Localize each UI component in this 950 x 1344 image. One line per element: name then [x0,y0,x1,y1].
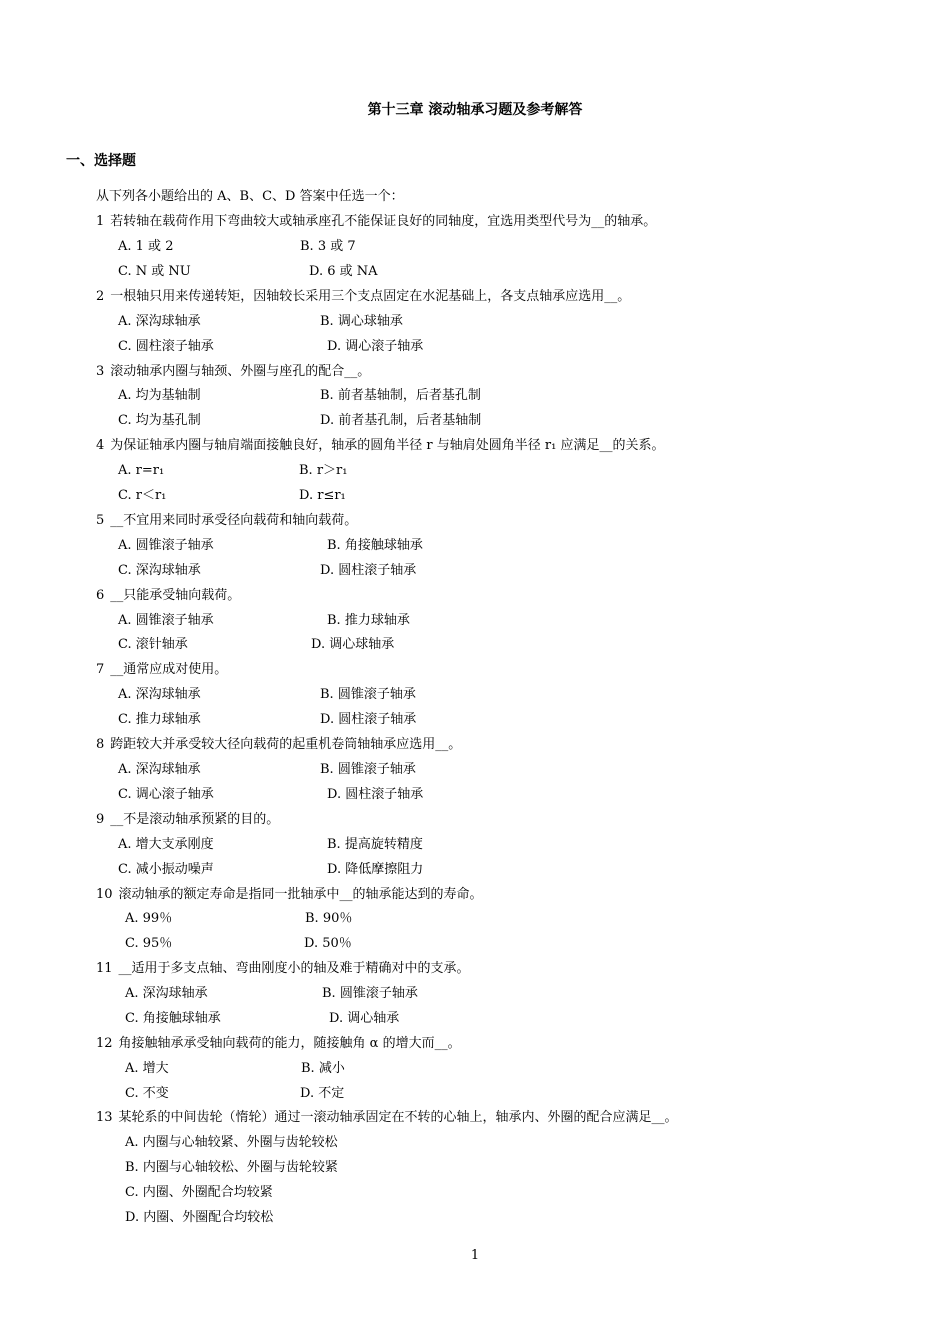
option-a: A. 深沟球轴承 [118,762,201,777]
option-d: D. r≤r₁ [299,488,346,503]
option-a: A. 内圈与心轴较紧、外圈与齿轮较松 [125,1135,338,1150]
option-b: B. 圆锥滚子轴承 [322,986,418,1001]
option-c: C. N 或 NU [118,264,191,279]
option-b: B. 内圈与心轴较松、外圈与齿轮较紧 [125,1160,338,1175]
option-d: D. 不定 [300,1086,345,1101]
option-d: D. 圆柱滚子轴承 [320,712,417,727]
question-text: 某轮系的中间齿轮（惰轮）通过一滚动轴承固定在不转的心轴上，轴承内、外圈的配合应满足__。 [118,1110,678,1125]
question-number: 3 [96,364,105,379]
question-1 [96,212,656,232]
option-a: A. 深沟球轴承 [118,687,201,702]
option-a: A. 99％ [125,911,173,926]
option-c: C. 95％ [125,936,173,951]
option-a: A. 深沟球轴承 [118,314,201,329]
option-b: B. r＞r₁ [299,463,348,478]
question-text: __不宜用来同时承受径向载荷和轴向载荷。 [110,513,358,528]
question-11 [96,959,470,979]
question-number: 13 [96,1110,113,1125]
question-number: 8 [96,737,105,752]
question-number: 2 [96,289,105,304]
question-number: 10 [96,887,113,902]
option-b: B. 调心球轴承 [320,314,403,329]
option-d: D. 调心滚子轴承 [327,339,424,354]
question-text: __适用于多支点轴、弯曲刚度小的轴及难于精确对中的支承。 [118,961,470,976]
section-heading: 一、选择题 [66,153,136,169]
question-number: 1 [96,214,105,229]
question-12 [96,1034,461,1054]
question-text: 滚动轴承的额定寿命是指同一批轴承中__的轴承能达到的寿命。 [118,887,483,902]
question-5 [96,511,357,531]
option-b: B. 3 或 7 [300,239,356,254]
chapter-title: 第十三章 滚动轴承习题及参考解答 [367,102,583,118]
option-d: D. 50％ [304,936,352,951]
option-b: B. 圆锥滚子轴承 [320,687,416,702]
question-text: 一根轴只用来传递转矩，因轴较长采用三个支点固定在水泥基础上，各支点轴承应选用__。 [110,289,631,304]
question-text: 跨距较大并承受较大径向载荷的起重机卷筒轴轴承应选用__。 [110,737,462,752]
option-b: B. 圆锥滚子轴承 [320,762,416,777]
option-c: C. 圆柱滚子轴承 [118,339,214,354]
option-c: C. 内圈、外圈配合均较紧 [125,1185,273,1200]
question-text: __通常应成对使用。 [110,662,228,677]
question-text: 为保证轴承内圈与轴肩端面接触良好，轴承的圆角半径 r 与轴肩处圆角半径 r₁ 应满足__的关系。 [110,438,665,453]
question-6 [96,586,240,606]
question-9 [96,810,279,830]
question-number: 4 [96,438,105,453]
option-d: D. 圆柱滚子轴承 [327,787,424,802]
question-text: 角接触轴承承受轴向载荷的能力，随接触角 α 的增大而__。 [118,1036,461,1051]
question-3 [96,362,370,382]
option-b: B. 90％ [305,911,353,926]
question-number: 12 [96,1036,113,1051]
option-b: B. 提高旋转精度 [327,837,423,852]
option-c: C. 推力球轴承 [118,712,201,727]
question-10 [96,885,483,905]
instructions-text: 从下列各小题给出的 A、B、C、D 答案中任选一个： [96,189,404,204]
question-number: 11 [96,961,113,976]
option-a: A. 深沟球轴承 [125,986,208,1001]
option-c: C. r＜r₁ [118,488,167,503]
option-d: D. 内圈、外圈配合均较松 [125,1210,274,1225]
option-b: B. 推力球轴承 [327,613,410,628]
option-d: D. 调心轴承 [329,1011,400,1026]
question-13 [96,1108,678,1128]
option-d: D. 6 或 NA [309,264,378,279]
question-number: 5 [96,513,105,528]
question-text: 滚动轴承内圈与轴颈、外圈与座孔的配合__。 [110,364,371,379]
question-number: 6 [96,588,105,603]
page-number: 1 [470,1248,480,1263]
question-text: 若转轴在载荷作用下弯曲较大或轴承座孔不能保证良好的同轴度，宜选用类型代号为__的轴承。 [110,214,657,229]
option-a: A. 圆锥滚子轴承 [118,538,214,553]
option-c: C. 角接触球轴承 [125,1011,221,1026]
question-number: 9 [96,812,105,827]
option-a: A. 均为基轴制 [118,388,201,403]
option-a: A. 圆锥滚子轴承 [118,613,214,628]
question-7 [96,660,227,680]
option-a: A. 1 或 2 [118,239,174,254]
option-d: D. 调心球轴承 [311,637,395,652]
question-text: __只能承受轴向载荷。 [110,588,241,603]
option-a: A. r=r₁ [118,463,165,478]
option-c: C. 均为基孔制 [118,413,201,428]
option-c: C. 不变 [125,1086,169,1101]
option-c: C. 调心滚子轴承 [118,787,214,802]
option-c: C. 减小振动噪声 [118,862,214,877]
option-b: B. 减小 [301,1061,345,1076]
option-d: D. 降低摩擦阻力 [327,862,424,877]
option-a: A. 增大支承刚度 [118,837,214,852]
option-d: D. 前者基孔制，后者基轴制 [320,413,482,428]
question-text: __不是滚动轴承预紧的目的。 [110,812,280,827]
option-c: C. 滚针轴承 [118,637,188,652]
question-4 [96,436,664,456]
option-b: B. 前者基轴制，后者基孔制 [320,388,481,403]
option-d: D. 圆柱滚子轴承 [320,563,417,578]
option-c: C. 深沟球轴承 [118,563,201,578]
option-b: B. 角接触球轴承 [327,538,423,553]
option-a: A. 增大 [125,1061,169,1076]
question-2 [96,287,630,307]
question-number: 7 [96,662,105,677]
question-8 [96,735,461,755]
